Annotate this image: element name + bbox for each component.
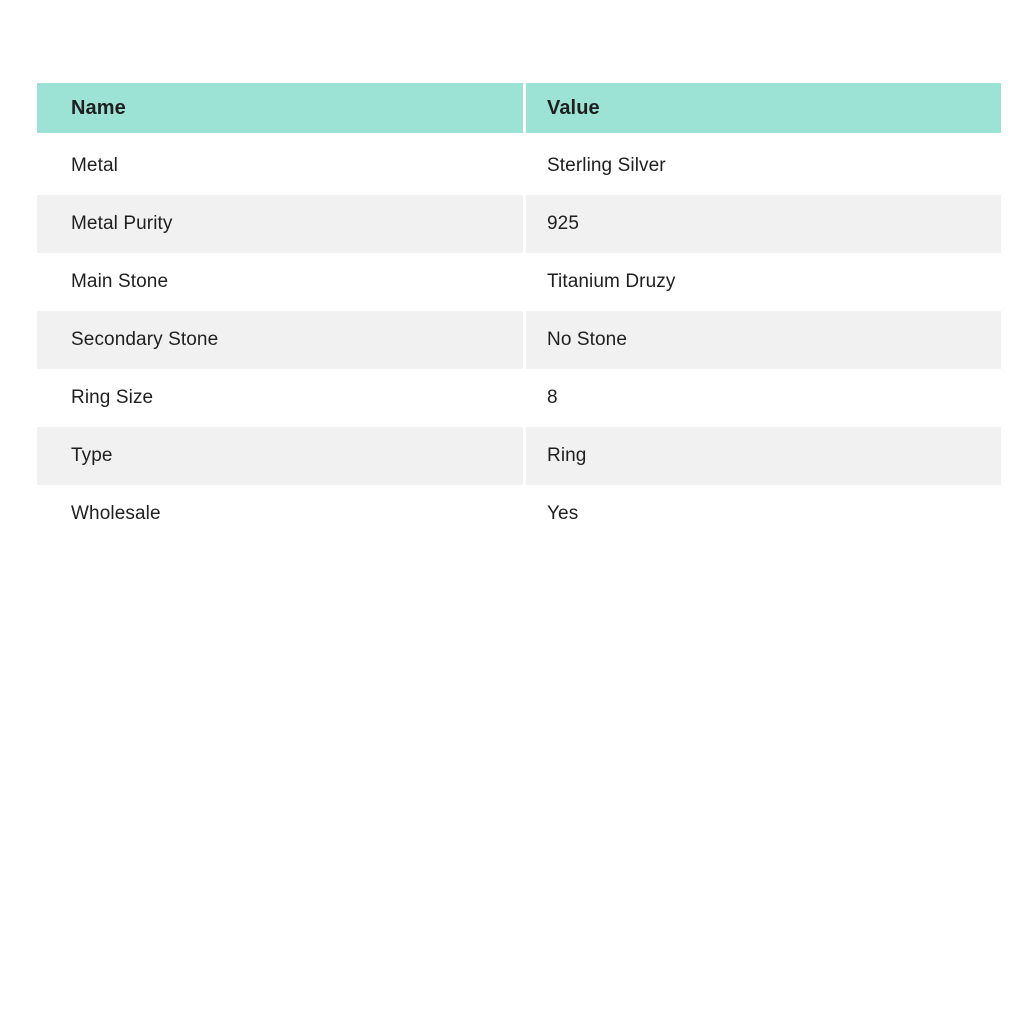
column-header-value: Value [526, 83, 1001, 133]
table-row [37, 427, 1001, 485]
table-row [37, 253, 1001, 311]
row-value-cell: No Stone [526, 311, 1001, 369]
row-name-cell: Ring Size [37, 369, 523, 427]
column-header-name: Name [37, 83, 523, 133]
table-row [37, 485, 1001, 543]
row-name-cell: Metal Purity [37, 195, 523, 253]
table-row [37, 195, 1001, 253]
row-value-cell: 8 [526, 369, 1001, 427]
row-value-cell: 925 [526, 195, 1001, 253]
row-name-cell: Secondary Stone [37, 311, 523, 369]
table-row [37, 137, 1001, 195]
row-name-cell: Metal [37, 137, 523, 195]
row-name-cell: Main Stone [37, 253, 523, 311]
row-value-cell: Ring [526, 427, 1001, 485]
row-value-cell: Yes [526, 485, 1001, 543]
table-row [37, 369, 1001, 427]
table-header-row [37, 83, 1001, 133]
row-value-cell: Titanium Druzy [526, 253, 1001, 311]
row-name-cell: Wholesale [37, 485, 523, 543]
row-name-cell: Type [37, 427, 523, 485]
table-row [37, 311, 1001, 369]
product-attributes-table [37, 83, 1001, 543]
row-value-cell: Sterling Silver [526, 137, 1001, 195]
